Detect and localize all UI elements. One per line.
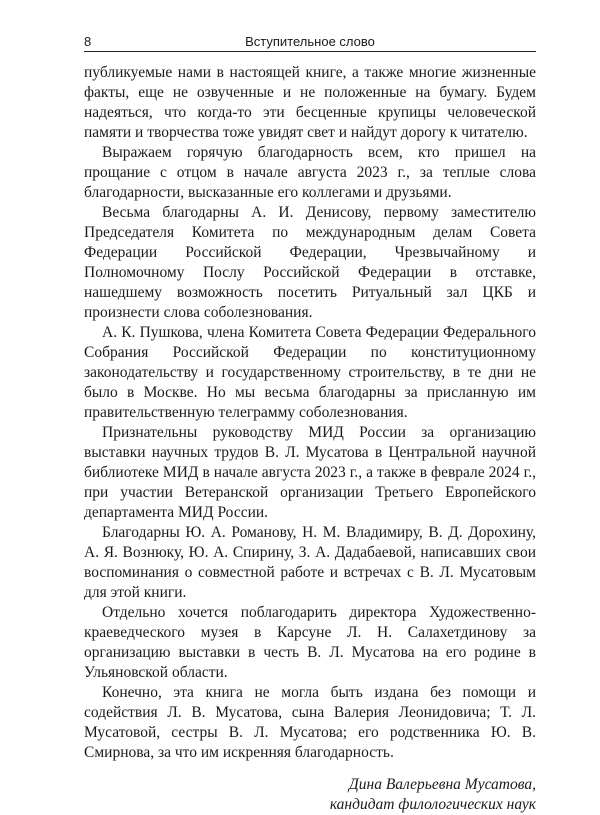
paragraph-memoir-authors: Благодарны Ю. А. Романову, Н. М. Владимиру, В. Д. Дорохину, А. Я. Вознюку, Ю. А. Спирину, З. А. Дадабаевой, написавших свои воспоминания о совместной работе и встречах с В. Л. Мусатовым для этой книги. xyxy=(84,524,536,601)
paragraph-pushkov: А. К. Пушкова, члена Комитета Совета Федерации Федерального Собрания Российской Федерации по конституционному законодательству и государственному строительству, в те дни не было в Москве. Но мы весьма благодарны за присланную им правительственную телеграмму соболезнования. xyxy=(84,324,536,421)
signature-block xyxy=(84,775,536,815)
paragraph-family-thanks: Конечно, эта книга не могла быть издана без помощи и содействия Л. В. Мусатова, сына Валерия Леонидовича; Т. Л. Мусатовой, сестры В. Л. Мусатова; его родственника Ю. В. Смирнова, за что им искренняя благодарность. xyxy=(84,684,536,761)
running-header xyxy=(84,30,536,52)
running-title: Вступительное слово xyxy=(245,34,375,49)
paragraph-continuation: публикуемые нами в настоящей книге, а также многие жизненные факты, еще не озвученные и не положенные на бумагу. Будем надеяться, что когда-то эти бесценные крупицы человеческой памяти и творчества тоже увидят свет и найдут дорогу к читателю. xyxy=(84,64,536,141)
signature-name: Дина Валерьевна Мусатова, xyxy=(348,776,536,793)
page-number: 8 xyxy=(84,34,92,49)
header-rule xyxy=(84,51,536,52)
paragraph-mfa-exhibition: Признательны руководству МИД России за организацию выставки научных трудов В. Л. Мусатова в Центральной научной библиотеке МИД в начале августа 2023 г., а также в феврале 2024 г., при участии Ветеранской организации Третьего Европейского департамента МИД России. xyxy=(84,424,536,521)
paragraph-museum-director: Отдельно хочется поблагодарить директора Художественно-краеведческого музея в Карсуне Л. Н. Салахетдинову за организацию выставки в честь В. Л. Мусатова на его родине в Ульяновской области. xyxy=(84,604,536,681)
signature-title: кандидат филологических наук xyxy=(329,796,536,813)
paragraph-thanks-farewell: Выражаем горячую благодарность всем, кто пришел на прощание с отцом в начале августа 2023 г., за теплые слова благодарности, высказанные его коллегами и друзьями. xyxy=(84,144,536,201)
paragraph-thanks-denisov: Весьма благодарны А. И. Денисову, первому заместителю Председателя Комитета по международным делам Совета Федерации Российской Федерации, Чрезвычайному и Полномочному Послу Российской Федерации в отставке, нашедшему возможность посетить Ритуальный зал ЦКБ и произнести слова соболезнования. xyxy=(84,204,536,321)
page-body xyxy=(84,63,536,815)
